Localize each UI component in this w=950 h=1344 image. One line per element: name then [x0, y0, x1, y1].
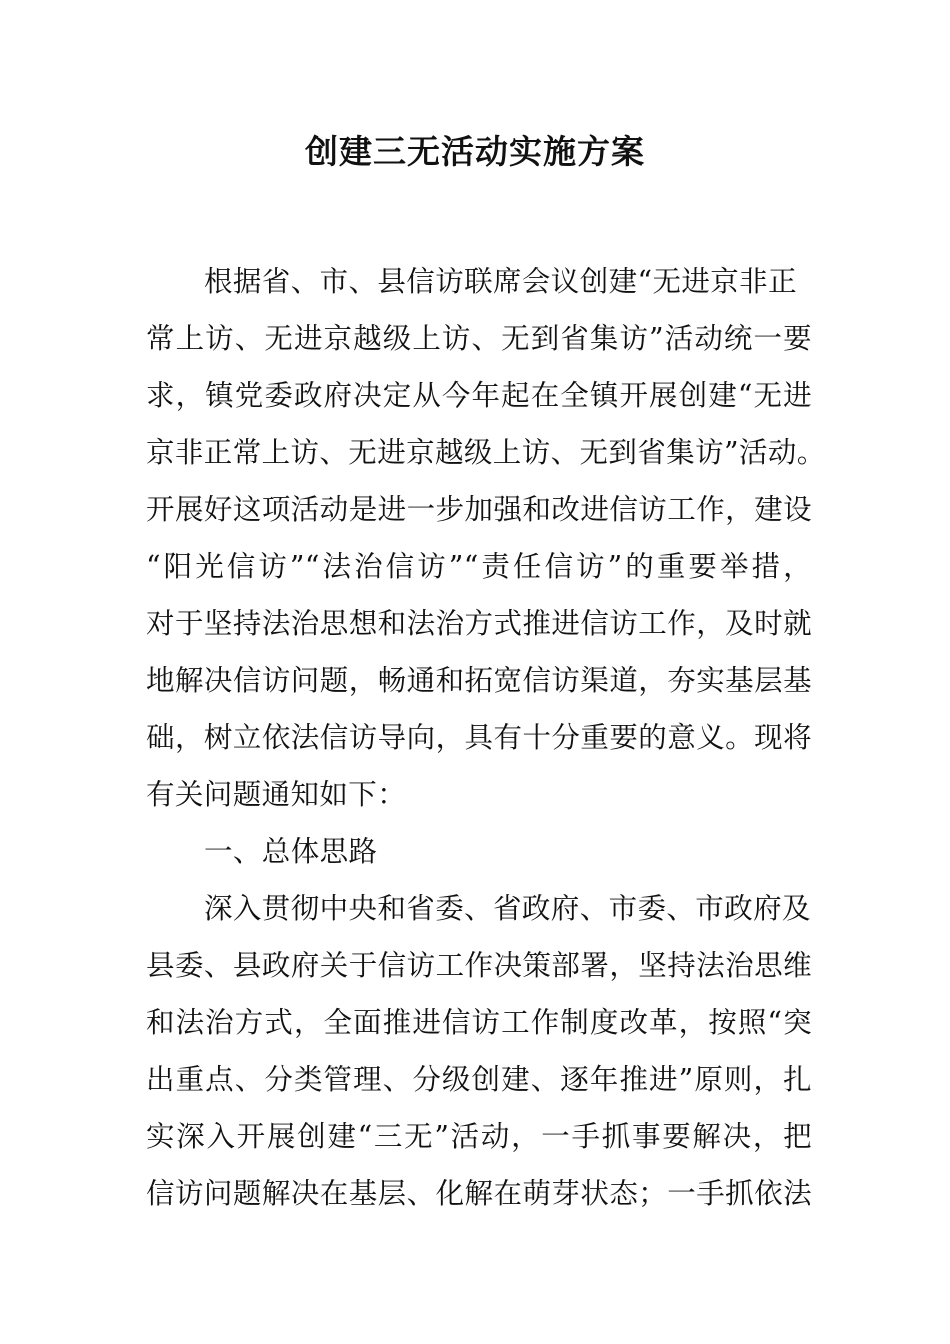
paragraph-line: 信访问题解决在基层、化解在萌芽状态；一手抓依法 [146, 1177, 812, 1210]
paragraph-line: 实深入开展创建“三无”活动，一手抓事要解决，把 [146, 1120, 812, 1153]
paragraph-line: 县委、县政府关于信访工作决策部署，坚持法治思维 [146, 949, 812, 982]
document-title: 创建三无活动实施方案 [305, 132, 645, 171]
section-heading: 一、总体思路 [204, 835, 378, 868]
paragraph-line: 京非正常上访、无进京越级上访、无到省集访”活动。 [146, 436, 826, 469]
paragraph-line: 有关问题通知如下： [146, 778, 407, 811]
paragraph-line: 根据省、市、县信访联席会议创建“无进京非正 [204, 265, 797, 298]
paragraph-line: 地解决信访问题，畅通和拓宽信访渠道，夯实基层基 [146, 664, 812, 697]
paragraph-line: 对于坚持法治思想和法治方式推进信访工作，及时就 [146, 607, 812, 640]
paragraph-line: 和法治方式，全面推进信访工作制度改革，按照“突 [146, 1006, 812, 1039]
document-body [146, 253, 826, 1222]
paragraph-line: 础，树立依法信访导向，具有十分重要的意义。现将 [146, 721, 812, 754]
paragraph-line: 求，镇党委政府决定从今年起在全镇开展创建“无进 [146, 379, 812, 412]
paragraph-line: 常上访、无进京越级上访、无到省集访”活动统一要 [146, 322, 812, 355]
paragraph-line: 开展好这项活动是进一步加强和改进信访工作，建设 [146, 493, 812, 526]
paragraph-line: 出重点、分类管理、分级创建、逐年推进”原则，扎 [146, 1063, 812, 1096]
paragraph-line: 深入贯彻中央和省委、省政府、市委、市政府及 [204, 892, 811, 925]
paragraph-line: “阳光信访”“法治信访”“责任信访”的重要举措， [146, 550, 812, 583]
